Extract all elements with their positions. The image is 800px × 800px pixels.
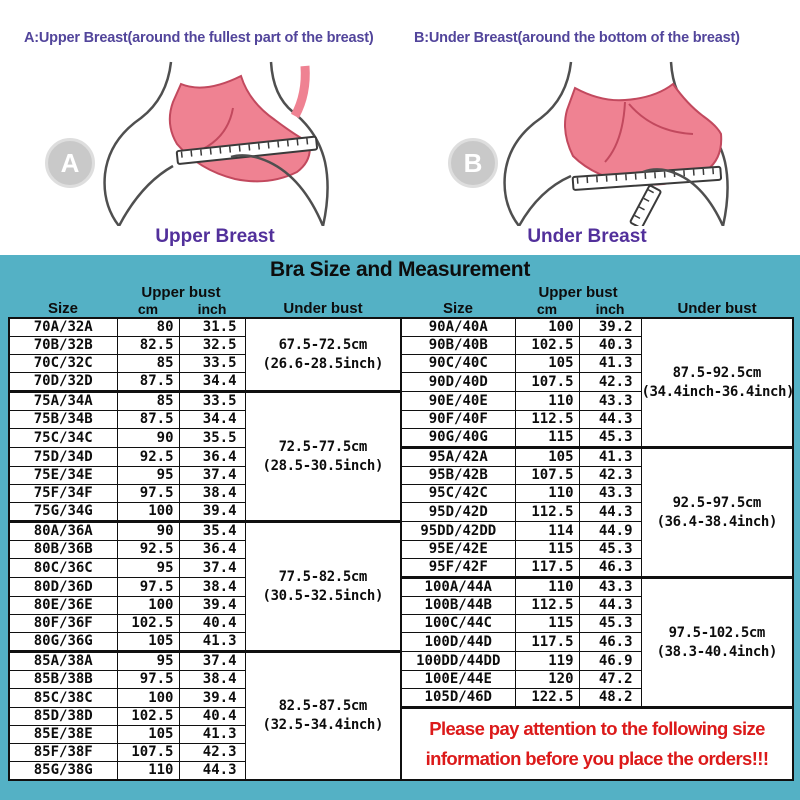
size-cell: 80D/36D — [9, 578, 117, 597]
step-a-badge: A — [45, 138, 95, 188]
size-cell: 75B/34B — [9, 411, 117, 429]
order-notice-line2: information before you place the orders!!! — [425, 748, 769, 769]
table-row — [9, 448, 793, 467]
cm-cell: 102.5 — [117, 708, 179, 726]
cm-cell: 90 — [117, 429, 179, 448]
underbust-range-cell — [245, 652, 401, 781]
measuring-guide-section — [0, 0, 800, 255]
inch-cell: 46.3 — [579, 633, 641, 652]
inch-cell: 44.9 — [579, 522, 641, 541]
cm-cell: 119 — [515, 652, 579, 671]
inch-cell: 33.5 — [179, 392, 245, 411]
size-cell: 90F/40F — [401, 411, 515, 429]
size-cell: 90A/40A — [401, 318, 515, 337]
header-size-right: Size — [443, 300, 474, 317]
cm-cell: 92.5 — [117, 448, 179, 467]
size-cell: 80F/36F — [9, 615, 117, 633]
upper-breast-caption: Upper Breast — [155, 226, 275, 247]
underbust-range-cell — [245, 318, 401, 392]
inch-cell: 41.3 — [179, 726, 245, 744]
size-cell: 75D/34D — [9, 448, 117, 467]
cm-cell: 114 — [515, 522, 579, 541]
inch-cell: 45.3 — [579, 429, 641, 448]
size-cell: 90D/40D — [401, 373, 515, 392]
size-cell: 90G/40G — [401, 429, 515, 448]
size-cell: 85G/38G — [9, 762, 117, 781]
underbust-inch-range: (32.5-34.4inch) — [262, 717, 383, 733]
cm-cell: 115 — [515, 615, 579, 633]
size-cell: 85D/38D — [9, 708, 117, 726]
size-cell: 80C/36C — [9, 559, 117, 578]
cm-cell: 122.5 — [515, 689, 579, 708]
order-notice-cell — [401, 708, 793, 781]
size-cell: 70D/32D — [9, 373, 117, 392]
cm-cell: 100 — [117, 503, 179, 522]
cm-cell: 115 — [515, 429, 579, 448]
inch-cell: 43.3 — [579, 578, 641, 597]
cm-cell: 97.5 — [117, 671, 179, 689]
inch-cell: 45.3 — [579, 541, 641, 559]
cm-cell: 90 — [117, 522, 179, 541]
underbust-range-cell — [245, 522, 401, 652]
size-cell: 95A/42A — [401, 448, 515, 467]
inch-cell: 38.4 — [179, 485, 245, 503]
cm-cell: 115 — [515, 541, 579, 559]
cm-cell: 110 — [117, 762, 179, 781]
size-cell: 105D/46D — [401, 689, 515, 708]
underbust-inch-range: (34.4inch-36.4inch) — [641, 383, 795, 400]
table-row — [9, 578, 793, 597]
size-cell: 80E/36E — [9, 597, 117, 615]
underbust-range-cell — [641, 318, 793, 448]
inch-cell: 37.4 — [179, 467, 245, 485]
size-cell: 80A/36A — [9, 522, 117, 541]
size-cell: 75A/34A — [9, 392, 117, 411]
size-cell: 70B/32B — [9, 337, 117, 355]
underbust-cm-range: 82.5-87.5cm — [278, 698, 367, 714]
cm-cell: 110 — [515, 578, 579, 597]
cm-cell: 102.5 — [117, 615, 179, 633]
inch-cell: 41.3 — [579, 355, 641, 373]
cm-cell: 112.5 — [515, 597, 579, 615]
cm-cell: 107.5 — [515, 373, 579, 392]
size-cell: 100DD/44DD — [401, 652, 515, 671]
header-cm-left: cm — [137, 301, 159, 317]
size-cell: 90E/40E — [401, 392, 515, 411]
cm-cell: 105 — [117, 633, 179, 652]
underbust-cm-range: 92.5-97.5cm — [672, 494, 761, 511]
size-cell: 75C/34C — [9, 429, 117, 448]
underbust-cm-range: 77.5-82.5cm — [278, 568, 367, 585]
upper-breast-measure-figure-icon — [55, 58, 385, 226]
underbust-range-cell — [245, 392, 401, 522]
cm-cell: 85 — [117, 392, 179, 411]
underbust-range-cell — [641, 578, 793, 708]
upper-breast-heading: A:Upper Breast(around the fullest part of the breast) — [24, 30, 374, 46]
cm-cell: 105 — [117, 726, 179, 744]
header-size-left: Size — [47, 300, 78, 317]
cm-cell: 105 — [515, 448, 579, 467]
inch-cell: 35.4 — [179, 522, 245, 541]
size-cell: 75F/34F — [9, 485, 117, 503]
underbust-cm-range: 72.5-77.5cm — [278, 438, 367, 455]
inch-cell: 39.2 — [579, 318, 641, 337]
cm-cell: 100 — [117, 597, 179, 615]
cm-cell: 97.5 — [117, 485, 179, 503]
size-cell: 70A/32A — [9, 318, 117, 337]
header-cm-right: cm — [536, 301, 558, 317]
cm-cell: 107.5 — [515, 467, 579, 485]
size-cell: 95D/42D — [401, 503, 515, 522]
inch-cell: 36.4 — [179, 448, 245, 467]
inch-cell: 41.3 — [179, 633, 245, 652]
size-cell: 95F/42F — [401, 559, 515, 578]
header-under-bust-left: Under bust — [283, 300, 363, 317]
size-cell: 100D/44D — [401, 633, 515, 652]
cm-cell: 100 — [117, 689, 179, 708]
size-cell: 80B/36B — [9, 541, 117, 559]
inch-cell: 42.3 — [579, 373, 641, 392]
cm-cell: 87.5 — [117, 373, 179, 392]
cm-cell: 110 — [515, 392, 579, 411]
inch-cell: 45.3 — [579, 615, 641, 633]
inch-cell: 46.3 — [579, 559, 641, 578]
inch-cell: 44.3 — [179, 762, 245, 781]
cm-cell: 87.5 — [117, 411, 179, 429]
underbust-cm-range: 67.5-72.5cm — [278, 336, 367, 353]
inch-cell: 43.3 — [579, 485, 641, 503]
size-cell: 100C/44C — [401, 615, 515, 633]
under-breast-heading: B:Under Breast(around the bottom of the breast) — [414, 30, 740, 46]
inch-cell: 37.4 — [179, 559, 245, 578]
inch-cell: 44.3 — [579, 597, 641, 615]
cm-cell: 95 — [117, 652, 179, 671]
inch-cell: 38.4 — [179, 671, 245, 689]
inch-cell: 42.3 — [179, 744, 245, 762]
header-inch-left: inch — [197, 301, 227, 317]
cm-cell: 97.5 — [117, 578, 179, 597]
size-cell: 100A/44A — [401, 578, 515, 597]
inch-cell: 39.4 — [179, 503, 245, 522]
size-cell: 90B/40B — [401, 337, 515, 355]
underbust-inch-range: (38.3-40.4inch) — [656, 643, 777, 660]
size-cell: 95B/42B — [401, 467, 515, 485]
inch-cell: 43.3 — [579, 392, 641, 411]
cm-cell: 107.5 — [117, 744, 179, 762]
underbust-cm-range: 97.5-102.5cm — [668, 624, 765, 641]
size-cell: 95DD/42DD — [401, 522, 515, 541]
inch-cell: 37.4 — [179, 652, 245, 671]
inch-cell: 48.2 — [579, 689, 641, 708]
header-upper-bust-right: Upper bust — [538, 284, 618, 301]
cm-cell: 112.5 — [515, 503, 579, 522]
inch-cell: 34.4 — [179, 373, 245, 392]
under-breast-caption: Under Breast — [527, 226, 647, 247]
underbust-inch-range: (26.6-28.5inch) — [262, 355, 383, 372]
cm-cell: 117.5 — [515, 633, 579, 652]
inch-cell: 39.4 — [179, 597, 245, 615]
order-notice-line1: Please pay attention to the following size — [429, 718, 765, 740]
inch-cell: 38.4 — [179, 578, 245, 597]
cm-cell: 92.5 — [117, 541, 179, 559]
inch-cell: 33.5 — [179, 355, 245, 373]
size-cell: 80G/36G — [9, 633, 117, 652]
size-cell: 90C/40C — [401, 355, 515, 373]
inch-cell: 35.5 — [179, 429, 245, 448]
inch-cell: 41.3 — [579, 448, 641, 467]
size-cell: 85B/38B — [9, 671, 117, 689]
cm-cell: 95 — [117, 467, 179, 485]
size-cell: 75E/34E — [9, 467, 117, 485]
header-inch-right: inch — [595, 301, 625, 317]
size-cell: 70C/32C — [9, 355, 117, 373]
inch-cell: 34.4 — [179, 411, 245, 429]
size-cell: 85C/38C — [9, 689, 117, 708]
step-b-badge: B — [448, 138, 498, 188]
cm-cell: 112.5 — [515, 411, 579, 429]
underbust-inch-range: (30.5-32.5inch) — [262, 587, 383, 604]
size-cell: 100B/44B — [401, 597, 515, 615]
size-cell: 100E/44E — [401, 671, 515, 689]
header-under-bust-right: Under bust — [677, 300, 757, 317]
cm-cell: 95 — [117, 559, 179, 578]
cm-cell: 85 — [117, 355, 179, 373]
size-cell: 95C/42C — [401, 485, 515, 503]
cm-cell: 105 — [515, 355, 579, 373]
inch-cell: 44.3 — [579, 411, 641, 429]
cm-cell: 80 — [117, 318, 179, 337]
inch-cell: 39.4 — [179, 689, 245, 708]
cm-cell: 120 — [515, 671, 579, 689]
underbust-range-cell — [641, 448, 793, 578]
inch-cell: 40.4 — [179, 615, 245, 633]
table-row — [9, 708, 793, 726]
size-chart-title: Bra Size and Measurement — [269, 258, 531, 281]
cm-cell: 102.5 — [515, 337, 579, 355]
size-cell: 95E/42E — [401, 541, 515, 559]
cm-cell: 100 — [515, 318, 579, 337]
cm-cell: 117.5 — [515, 559, 579, 578]
inch-cell: 44.3 — [579, 503, 641, 522]
size-cell: 85A/38A — [9, 652, 117, 671]
header-upper-bust-left: Upper bust — [141, 284, 221, 301]
cm-cell: 82.5 — [117, 337, 179, 355]
size-cell: 75G/34G — [9, 503, 117, 522]
inch-cell: 36.4 — [179, 541, 245, 559]
underbust-inch-range: (28.5-30.5inch) — [262, 457, 383, 474]
size-table-body — [9, 318, 793, 780]
inch-cell: 31.5 — [179, 318, 245, 337]
table-row — [9, 318, 793, 337]
inch-cell: 40.3 — [579, 337, 641, 355]
underbust-inch-range: (36.4-38.4inch) — [656, 513, 777, 530]
inch-cell: 46.9 — [579, 652, 641, 671]
size-cell: 85F/38F — [9, 744, 117, 762]
underbust-cm-range: 87.5-92.5cm — [672, 364, 761, 381]
inch-cell: 40.4 — [179, 708, 245, 726]
inch-cell: 32.5 — [179, 337, 245, 355]
cm-cell: 110 — [515, 485, 579, 503]
inch-cell: 42.3 — [579, 467, 641, 485]
inch-cell: 47.2 — [579, 671, 641, 689]
size-table — [8, 283, 794, 781]
size-chart-section — [0, 255, 800, 800]
under-breast-measure-figure-icon — [455, 58, 785, 226]
size-table-header — [9, 283, 793, 318]
size-cell: 85E/38E — [9, 726, 117, 744]
